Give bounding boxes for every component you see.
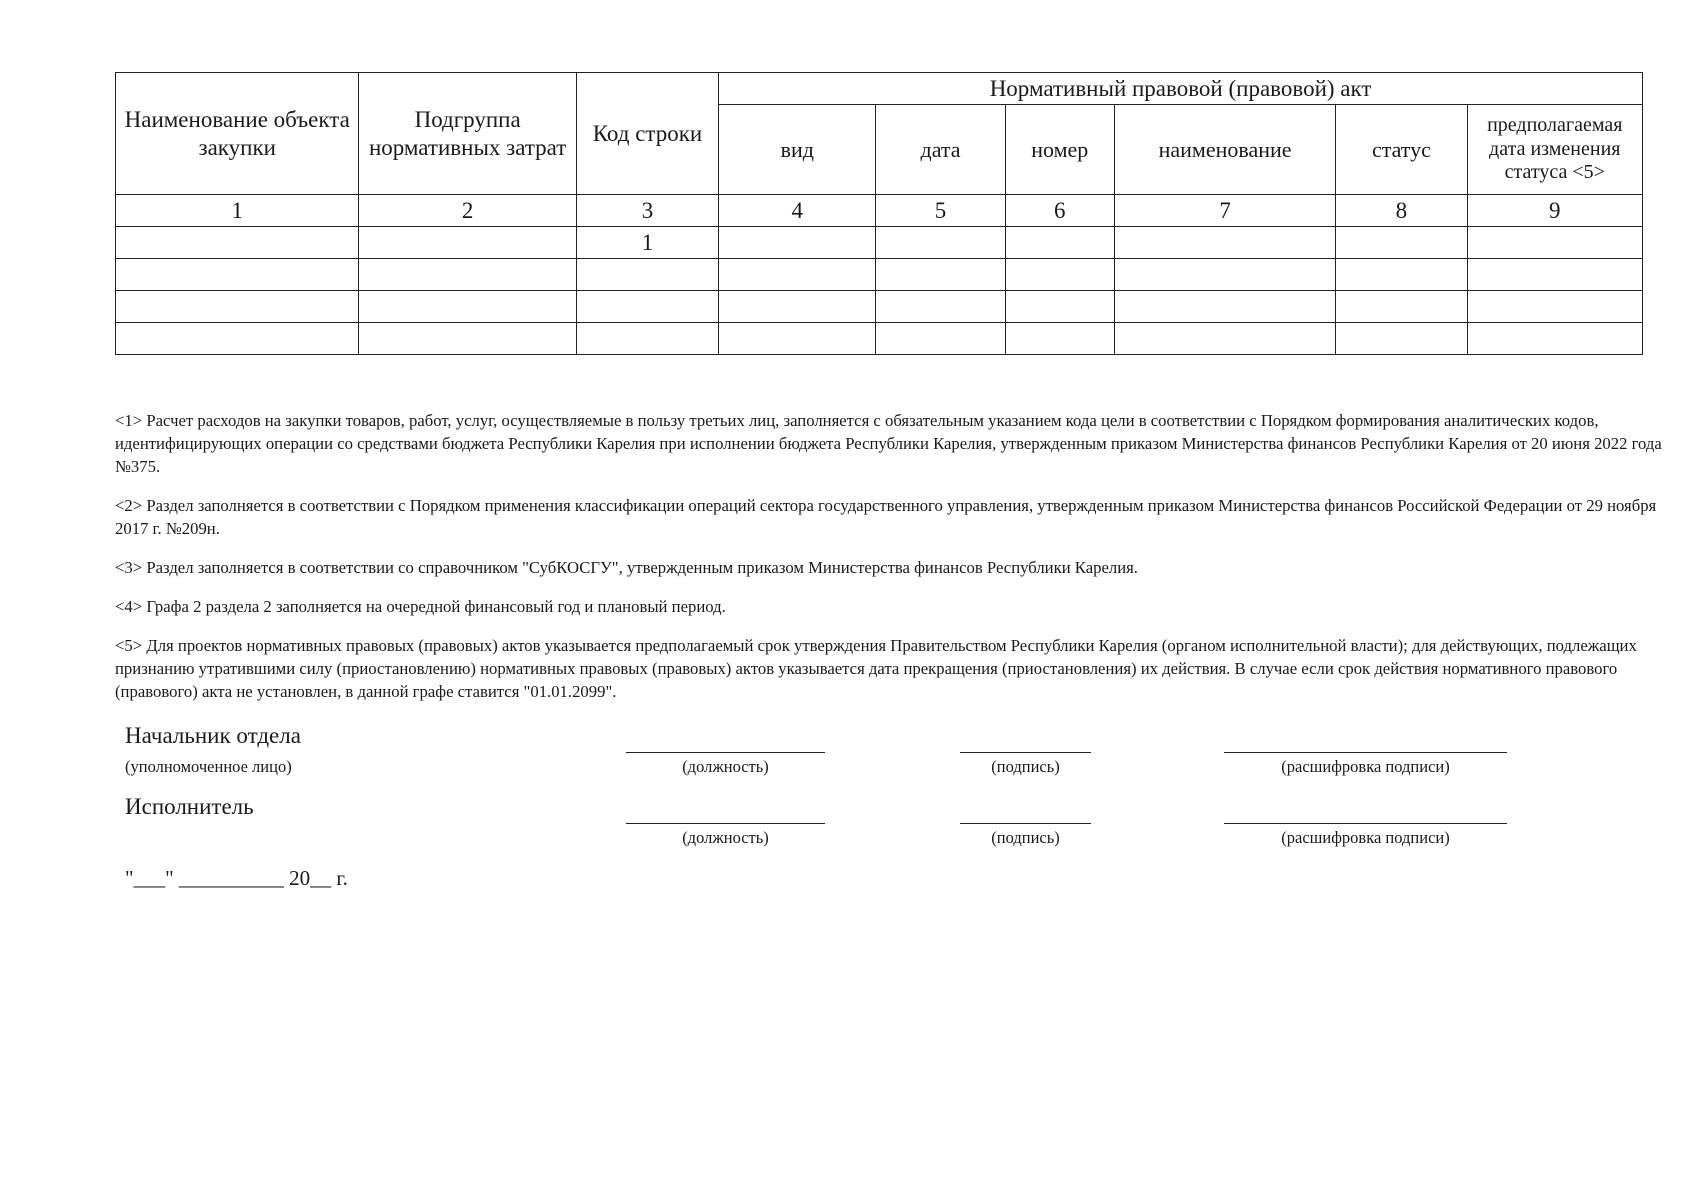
footnote-3: <3> Раздел заполняется в соответствии со справочником "СубКОСГУ", утвержденным приказом Министерства финансов Республики Карелия. bbox=[115, 558, 1138, 577]
table-cell bbox=[1336, 323, 1467, 355]
table-cell bbox=[576, 291, 718, 323]
footnote-1: <1> Расчет расходов на закупки товаров, работ, услуг, осуществляемые в пользу третьих лиц, заполняется с обязательным указанием кода цели в соответствии с Порядком формирования аналитических кодов, идентифицирующих операции со средствами бюджета Республики Карелия при исполнении бюджета Республики Карелия, утвержденным приказом Министерства финансов Республики Карелия от 20 июня 2022 года №375. bbox=[115, 411, 1662, 476]
table-cell bbox=[359, 323, 576, 355]
head-signature-caption: (подпись) bbox=[991, 757, 1060, 776]
column-number: 1 bbox=[116, 195, 359, 227]
table-cell bbox=[1336, 227, 1467, 259]
table-cell bbox=[876, 259, 1005, 291]
column-numbers-row bbox=[116, 195, 1643, 227]
table-cell bbox=[1114, 259, 1335, 291]
table-cell bbox=[1336, 259, 1467, 291]
column-number: 3 bbox=[576, 195, 718, 227]
table-cell bbox=[359, 291, 576, 323]
head-decoding-line bbox=[1224, 752, 1507, 753]
table-cell bbox=[1467, 291, 1642, 323]
head-subtitle: (уполномоченное лицо) bbox=[125, 757, 292, 776]
table-cell bbox=[1467, 227, 1642, 259]
table-row bbox=[116, 227, 1643, 259]
column-number: 6 bbox=[1005, 195, 1114, 227]
table-cell bbox=[116, 323, 359, 355]
executor-signature-line bbox=[960, 823, 1091, 824]
table-cell bbox=[876, 323, 1005, 355]
header-title: наименование bbox=[1114, 105, 1335, 195]
table-cell bbox=[1467, 323, 1642, 355]
table-cell bbox=[1114, 291, 1335, 323]
column-number: 9 bbox=[1467, 195, 1642, 227]
header-date: дата bbox=[876, 105, 1005, 195]
table-cell bbox=[876, 227, 1005, 259]
table-row bbox=[116, 259, 1643, 291]
column-number: 8 bbox=[1336, 195, 1467, 227]
table-cell bbox=[1005, 291, 1114, 323]
date-line: "___" __________ 20__ г. bbox=[125, 866, 348, 890]
head-position-caption: (должность) bbox=[682, 757, 769, 776]
table-cell bbox=[1114, 227, 1335, 259]
footnote-5: <5> Для проектов нормативных правовых (правовых) актов указывается предполагаемый срок утверждения Правительством Республики Карелия (органом исполнительной власти); для действующих, подлежащих признанию утратившими силу (приостановлению) нормативных правовых (правовых) актов указывается дата прекращения (приостановления) их действия. В случае если срок действия нормативного правового (правового) акта не установлен, в данной графе ставится "01.01.2099". bbox=[115, 636, 1637, 701]
executor-position-caption: (должность) bbox=[682, 828, 769, 847]
table-cell bbox=[719, 227, 876, 259]
column-number: 7 bbox=[1114, 195, 1335, 227]
table-row bbox=[116, 291, 1643, 323]
head-decoding-caption: (расшифровка подписи) bbox=[1281, 757, 1450, 776]
head-position-line bbox=[626, 752, 825, 753]
column-number: 4 bbox=[719, 195, 876, 227]
table-cell bbox=[876, 291, 1005, 323]
table-row bbox=[116, 323, 1643, 355]
executor-title: Исполнитель bbox=[125, 794, 254, 819]
footnotes bbox=[115, 409, 1680, 719]
footnote-4: <4> Графа 2 раздела 2 заполняется на очередной финансовый год и плановый период. bbox=[115, 597, 726, 616]
header-number: номер bbox=[1005, 105, 1114, 195]
executor-position-line bbox=[626, 823, 825, 824]
table-cell bbox=[116, 291, 359, 323]
table-cell bbox=[359, 227, 576, 259]
head-title: Начальник отдела bbox=[125, 723, 301, 748]
table-cell bbox=[116, 259, 359, 291]
table-cell bbox=[359, 259, 576, 291]
table-cell bbox=[1005, 227, 1114, 259]
table-cell bbox=[1005, 323, 1114, 355]
table-cell bbox=[1467, 259, 1642, 291]
table-cell bbox=[576, 259, 718, 291]
header-status: статус bbox=[1336, 105, 1467, 195]
table-cell bbox=[719, 291, 876, 323]
table-header-row-1 bbox=[116, 73, 1643, 105]
table-cell bbox=[719, 259, 876, 291]
table-cell bbox=[576, 323, 718, 355]
footnote-2: <2> Раздел заполняется в соответствии с Порядком применения классификации операций сектора государственного управления, утвержденным приказом Министерства финансов Российской Федерации от 29 ноября 2017 г. №209н. bbox=[115, 496, 1657, 538]
column-number: 2 bbox=[359, 195, 576, 227]
header-object-name: Наименование объекта закупки bbox=[116, 73, 359, 195]
normative-acts-table bbox=[115, 72, 1643, 355]
table-cell: 1 bbox=[576, 227, 718, 259]
header-cost-subgroup: Подгруппа нормативных затрат bbox=[359, 73, 576, 195]
table-cell bbox=[1005, 259, 1114, 291]
header-row-code: Код строки bbox=[576, 73, 718, 195]
table-cell bbox=[719, 323, 876, 355]
executor-decoding-line bbox=[1224, 823, 1507, 824]
column-number: 5 bbox=[876, 195, 1005, 227]
header-status-change-date: предполагаемая дата изменения статуса <5> bbox=[1467, 105, 1642, 195]
header-type: вид bbox=[719, 105, 876, 195]
executor-decoding-caption: (расшифровка подписи) bbox=[1281, 828, 1450, 847]
table-cell bbox=[1336, 291, 1467, 323]
table-cell bbox=[116, 227, 359, 259]
executor-signature-caption: (подпись) bbox=[991, 828, 1060, 847]
table-cell bbox=[1114, 323, 1335, 355]
header-normative-act: Нормативный правовой (правовой) акт bbox=[719, 73, 1643, 105]
head-signature-line bbox=[960, 752, 1091, 753]
